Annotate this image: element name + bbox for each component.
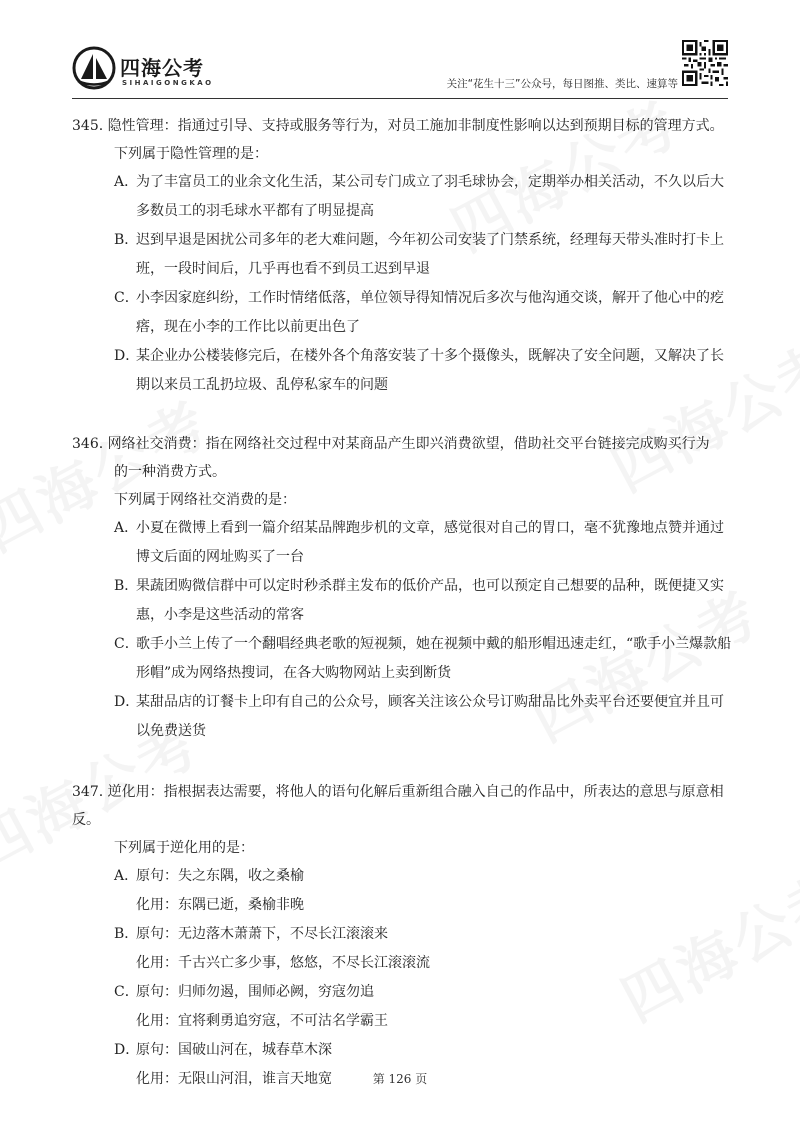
option-letter: A．	[114, 520, 139, 536]
qr-code-icon[interactable]	[682, 40, 728, 86]
question-number: 345.	[72, 118, 104, 134]
option-text: 果蔬团购微信群中可以定时秒杀群主发布的低价产品，也可以预定自己想要的品种，既便捷又实惠，小李是这些活动的常客	[136, 578, 724, 623]
option-d[interactable]	[114, 688, 732, 746]
question-prompt: 下列属于网络社交消费的是：	[114, 492, 296, 508]
question-stem-continued: 的一种消费方式。	[114, 464, 226, 480]
option-c[interactable]	[114, 978, 732, 1036]
option-a[interactable]	[114, 514, 732, 572]
original-sentence: 原句：国破山河在，城春草木深	[136, 1042, 332, 1058]
option-text: 小李因家庭纠纷，工作时情绪低落，单位领导得知情况后多次与他沟通交谈，解开了他心中的疙瘩，现在小李的工作比以前更出色了	[136, 290, 724, 335]
question-prompt: 下列属于逆化用的是：	[114, 840, 254, 856]
option-text: 为了丰富员工的业余文化生活，某公司专门成立了羽毛球协会，定期举办相关活动，不久以后大多数员工的羽毛球水平都有了明显提高	[136, 174, 724, 219]
adapted-sentence: 化用：千古兴亡多少事，悠悠，不尽长江滚滚流	[136, 955, 430, 971]
option-letter: A．	[114, 174, 139, 190]
question-definition: 网络社交消费：指在网络社交过程中对某商品产生即兴消费欲望，借助社交平台链接完成购买行为	[107, 436, 710, 452]
option-letter: D．	[114, 1042, 140, 1058]
option-text	[136, 978, 732, 1036]
option-letter: B．	[114, 926, 139, 942]
option-text: 小夏在微博上看到一篇介绍某品牌跑步机的文章，感觉很对自己的胃口，毫不犹豫地点赞并通过博文后面的网址购买了一台	[136, 520, 724, 565]
option-text: 某甜品店的订餐卡上印有自己的公众号，顾客关注该公众号订购甜品比外卖平台还要便宜并且可以免费送货	[136, 694, 724, 739]
option-text: 某企业办公楼装修完后，在楼外各个角落安装了十多个摄像头，既解决了安全问题，又解决了长期以来员工乱扔垃圾、乱停私家车的问题	[136, 348, 724, 393]
option-text	[136, 862, 732, 920]
original-sentence: 原句：失之东隅，收之桑榆	[136, 868, 304, 884]
question-number: 346.	[72, 436, 104, 452]
question-345	[72, 112, 732, 400]
question-346	[72, 430, 732, 746]
question-definition: 隐性管理：指通过引导、支持或服务等行为，对员工施加非制度性影响以达到预期目标的管理方式。	[107, 118, 724, 134]
question-347	[72, 778, 732, 1094]
question-stem	[72, 778, 732, 834]
option-c[interactable]	[114, 630, 732, 688]
page-number: 第 126 页	[372, 1072, 428, 1086]
option-b[interactable]	[114, 572, 732, 630]
option-a[interactable]	[114, 168, 732, 226]
option-b[interactable]	[114, 920, 732, 978]
page-header	[72, 40, 728, 100]
original-sentence: 原句：无边落木萧萧下，不尽长江滚滚来	[136, 926, 388, 942]
option-letter: D．	[114, 348, 140, 364]
original-sentence: 原句：归师勿遏，围师必阙，穷寇勿追	[136, 984, 374, 1000]
option-text: 歌手小兰上传了一个翻唱经典老歌的短视频，她在视频中戴的船形帽迅速走红，“歌手小兰爆款船形帽”成为网络热搜词，在各大购物网站上卖到断货	[136, 636, 732, 681]
adapted-sentence: 化用：无限山河泪，谁言天地宽	[136, 1071, 332, 1087]
question-prompt: 下列属于隐性管理的是：	[114, 146, 268, 162]
option-letter: C．	[114, 290, 139, 306]
option-letter: D．	[114, 694, 140, 710]
logo-text: 四海公考	[120, 56, 204, 80]
header-divider	[72, 98, 728, 99]
option-letter: B．	[114, 232, 139, 248]
adapted-sentence: 化用：宜将剩勇追穷寇，不可沽名学霸王	[136, 1013, 388, 1029]
sailboat-logo-icon	[72, 46, 116, 90]
question-list	[72, 112, 732, 1094]
question-stem	[72, 430, 732, 458]
option-text	[136, 920, 732, 978]
option-letter: A．	[114, 868, 139, 884]
option-d[interactable]	[114, 342, 732, 400]
option-letter: C．	[114, 636, 139, 652]
option-text: 迟到早退是困扰公司多年的老大难问题，今年初公司安装了门禁系统，经理每天带头准时打卡上班，一段时间后，几乎再也看不到员工迟到早退	[136, 232, 724, 277]
header-slogan: 关注“花生十三”公众号，每日图推、类比、速算等	[446, 78, 678, 90]
adapted-sentence: 化用：东隅已逝，桑榆非晚	[136, 897, 304, 913]
option-letter: C．	[114, 984, 139, 1000]
option-letter: B．	[114, 578, 139, 594]
option-a[interactable]	[114, 862, 732, 920]
option-c[interactable]	[114, 284, 732, 342]
option-b[interactable]	[114, 226, 732, 284]
question-number: 347.	[72, 784, 104, 800]
question-definition: 逆化用：指根据表达需要，将他人的语句化解后重新组合融入自己的作品中，所表达的意思与原意相反。	[72, 784, 724, 828]
question-stem	[72, 112, 732, 140]
brand-logo	[72, 46, 222, 96]
logo-subtitle: SIHAIGONGKAO	[122, 79, 214, 87]
